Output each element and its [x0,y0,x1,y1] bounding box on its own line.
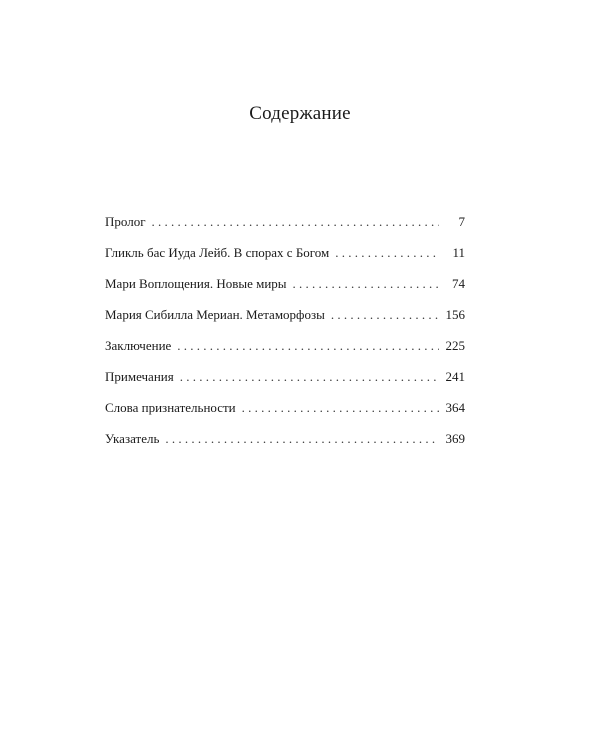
dot-leader [180,369,439,385]
dot-leader [177,338,439,354]
dot-leader [335,245,439,261]
dot-leader [242,400,439,416]
contents-heading: Содержание [249,103,351,124]
dot-leader [165,431,439,447]
table-of-contents [105,214,465,462]
toc-entry-page: 7 [458,214,465,229]
toc-entry-acknowledgements [105,400,465,431]
toc-entry-glikl [105,245,465,276]
toc-entry-page: 156 [445,307,465,322]
toc-entry-title: Пролог [105,214,146,229]
toc-entry-conclusion [105,338,465,369]
toc-entry-page: 364 [445,400,465,415]
toc-entry-title: Указатель [105,431,160,446]
toc-entry-page: 225 [445,338,465,353]
toc-entry-title: Гликль бас Иуда Лейб. В спорах с Богом [105,245,330,260]
dot-leader [293,276,439,292]
toc-entry-title: Слова признательности [105,400,236,415]
dot-leader [331,307,439,323]
toc-entry-title: Заключение [105,338,172,353]
toc-entry-prologue [105,214,465,245]
toc-entry-marie [105,276,465,307]
toc-entry-page: 241 [445,369,465,384]
toc-entry-page: 11 [452,245,465,260]
toc-entry-merian [105,307,465,338]
toc-entry-index [105,431,465,462]
toc-entry-page: 74 [452,276,465,291]
toc-entry-notes [105,369,465,400]
toc-entry-title: Мария Сибилла Мериан. Метаморфозы [105,307,325,322]
dot-leader [152,214,439,230]
toc-entry-page: 369 [445,431,465,446]
toc-entry-title: Мари Воплощения. Новые миры [105,276,287,291]
toc-entry-title: Примечания [105,369,174,384]
